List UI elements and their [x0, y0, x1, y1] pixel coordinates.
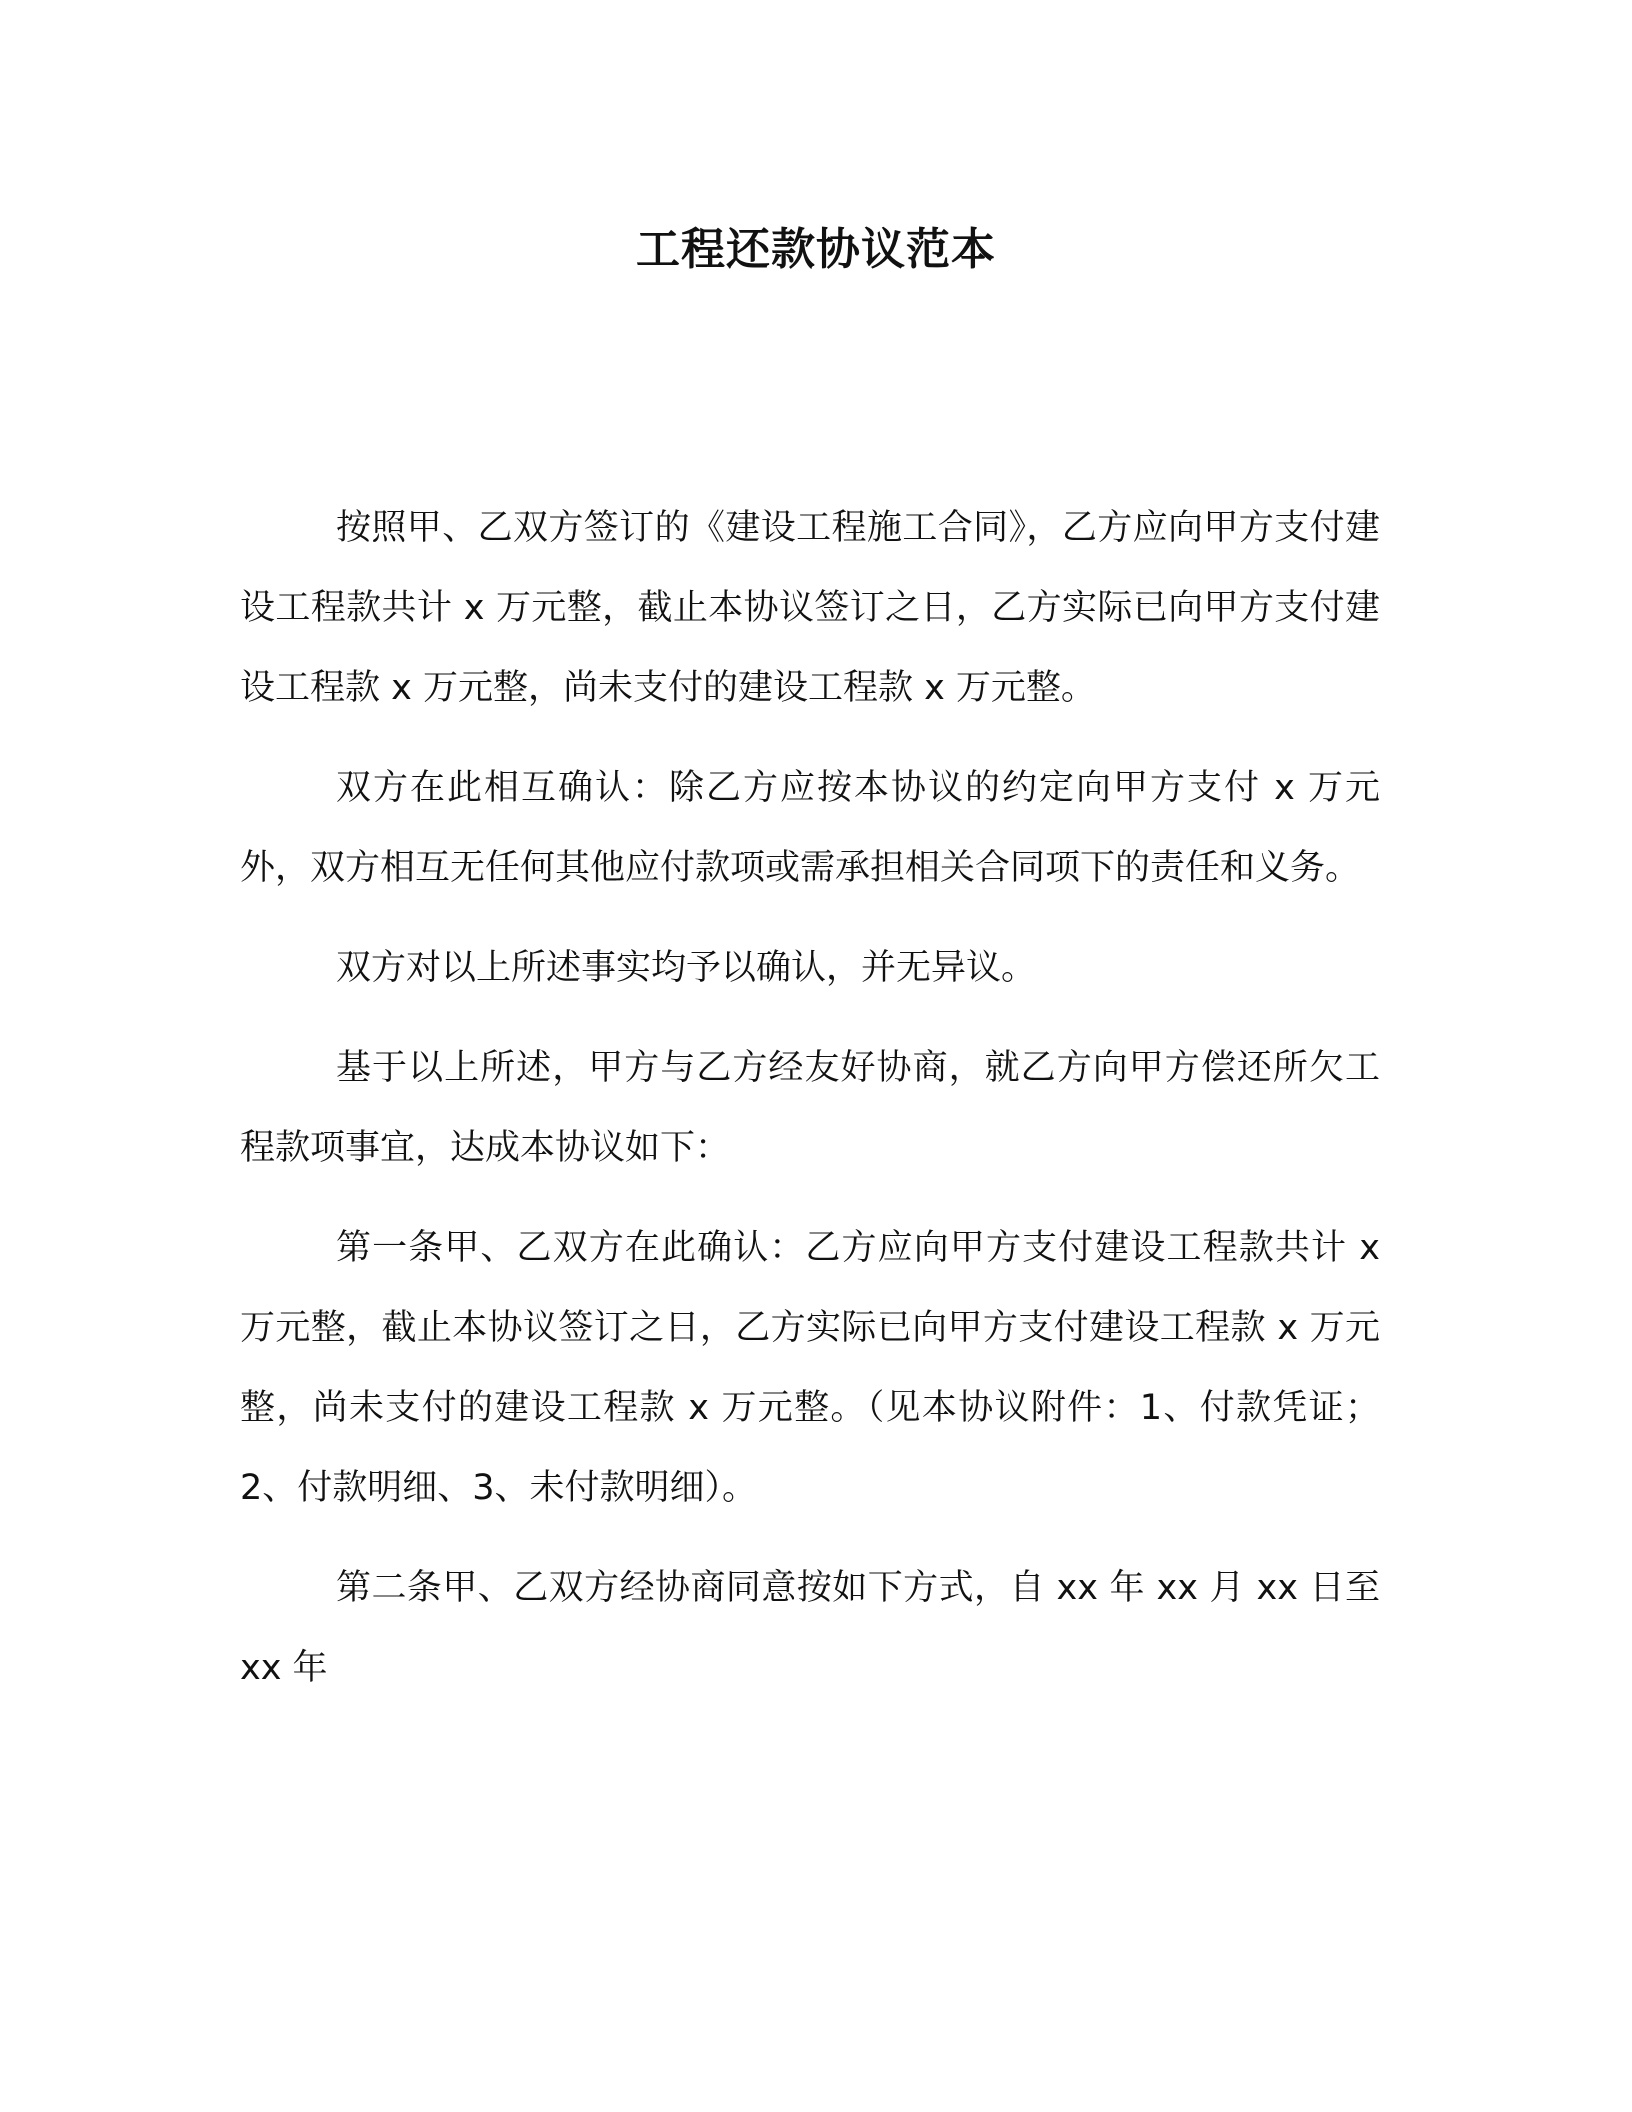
document-title: 工程还款协议范本 — [636, 224, 996, 275]
document-body — [240, 488, 1380, 1728]
paragraph-article-two: 第二条甲、乙双方经协商同意按如下方式，自 xx 年 xx 月 xx 日至 xx 年 — [240, 1568, 1380, 1688]
paragraph-no-objection: 双方对以上所述事实均予以确认，并无异议。 — [336, 948, 1037, 988]
paragraph-contract-background: 按照甲、乙双方签订的《建设工程施工合同》，乙方应向甲方支付建设工程款共计 x 万元整，截止本协议签订之日，乙方实际已向甲方支付建设工程款 x 万元整，尚未支付的建设工程款 x 万元整。 — [240, 508, 1380, 708]
paragraph-article-one: 第一条甲、乙双方在此确认：乙方应向甲方支付建设工程款共计 x 万元整，截止本协议签订之日，乙方实际已向甲方支付建设工程款 x 万元整，尚未支付的建设工程款 x 万元整。（见本协议附件：1、付款凭证；2、付款明细、3、未付款明细）。 — [240, 1228, 1380, 1508]
paragraph-mutual-confirmation: 双方在此相互确认：除乙方应按本协议的约定向甲方支付 x 万元外，双方相互无任何其他应付款项或需承担相关合同项下的责任和义务。 — [240, 768, 1380, 888]
paragraph-agreement-basis: 基于以上所述，甲方与乙方经友好协商，就乙方向甲方偿还所欠工程款项事宜，达成本协议如下： — [240, 1048, 1380, 1168]
